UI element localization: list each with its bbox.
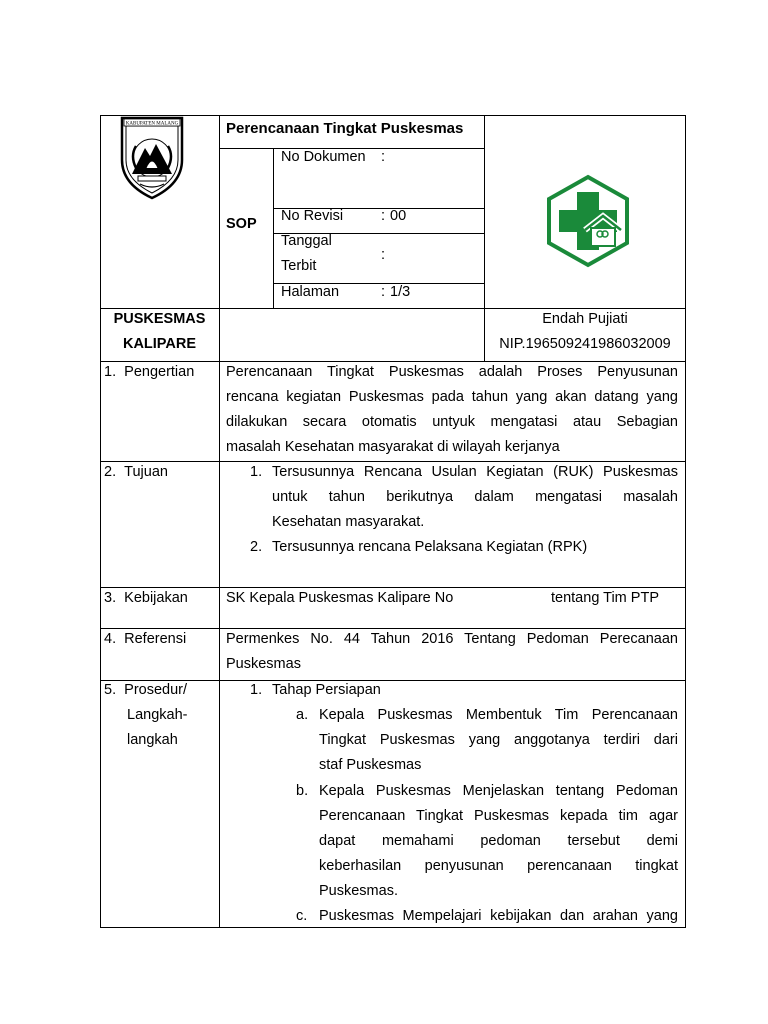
tujuan-item2-line: Tersusunnya rencana Pelaksana Kegiatan (RPK) <box>272 539 588 555</box>
field-no-dokumen-sep: : <box>381 149 386 165</box>
field-no-revisi-value: 00 <box>390 208 407 224</box>
pengertian-line-4: masalah Kesehatan masyarakat di wilayah kerjanya <box>226 439 560 455</box>
section-prosedur-label-1: 5. Prosedur/ <box>104 682 188 698</box>
table-divider-main <box>219 115 220 928</box>
tujuan-item1-num: 1. <box>250 464 263 480</box>
prosedur-sub-c-line: Puskesmas Mempelajari kebijakan dan arahan yang <box>319 908 678 924</box>
prosedur-sub-a-line-1: Kepala Puskesmas Membentuk Tim Perencanaan <box>319 707 678 723</box>
section-tujuan-label: 2. Tujuan <box>104 464 168 480</box>
prosedur-sub-c-num: c. <box>296 908 308 924</box>
field-terbit-label: Terbit <box>281 258 317 274</box>
field-halaman-sep: : <box>381 284 386 300</box>
org-name-line1: PUSKESMAS <box>113 311 206 327</box>
prosedur-sub-b-line-5: Puskesmas. <box>319 883 398 899</box>
prosedur-step1-num: 1. <box>250 682 263 698</box>
prosedur-sub-a-num: a. <box>296 707 309 723</box>
pengertian-line-1: Perencanaan Tingkat Puskesmas adalah Proses Penyusunan <box>226 364 678 380</box>
section-kebijakan-label: 3. Kebijakan <box>104 590 188 606</box>
section-prosedur-label-2: Langkah- <box>127 707 188 723</box>
puskesmas-logo-icon <box>545 174 631 268</box>
tujuan-item1-line-3: Kesehatan masyarakat. <box>272 514 425 530</box>
prosedur-step1-title: Tahap Persiapan <box>272 682 381 698</box>
section-pengertian-label: 1. Pengertian <box>104 364 195 380</box>
tujuan-item1-line-1: Tersusunnya Rencana Usulan Kegiatan (RUK) Puskesmas <box>272 464 678 480</box>
pengertian-line-2: rencana kegiatan Puskesmas pada tahun yang akan datang yang <box>226 389 678 405</box>
sop-label: SOP <box>226 216 257 232</box>
prosedur-sub-b-line-1: Kepala Puskesmas Menjelaskan tentang Pedoman <box>319 783 678 799</box>
kabupaten-malang-logo-icon <box>118 116 186 200</box>
section-referensi-label: 4. Referensi <box>104 631 187 647</box>
field-halaman-label: Halaman <box>281 284 340 300</box>
field-no-dokumen-label: No Dokumen <box>281 149 366 165</box>
document-title: Perencanaan Tingkat Puskesmas <box>226 120 464 137</box>
prosedur-sub-b-line-2: Perencanaan Tingkat Puskesmas kepada tim agar <box>319 808 678 824</box>
tujuan-item1-line-2: untuk tahun berikutnya dalam mengatasi masalah <box>272 489 678 505</box>
tujuan-item2-num: 2. <box>250 539 263 555</box>
prosedur-sub-a-line-3: staf Puskesmas <box>319 757 422 773</box>
signer-nip: NIP.196509241986032009 <box>499 336 671 352</box>
kebijakan-text-left: SK Kepala Puskesmas Kalipare No <box>226 590 454 606</box>
pengertian-line-3: dilakukan secara otomatis untyuk mengatasi atau Sebagian <box>226 414 678 430</box>
logo-left-text: KABUPATEN MALANG <box>125 121 179 127</box>
referensi-line-2: Puskesmas <box>226 656 301 672</box>
field-tanggal-label: Tanggal <box>281 233 332 249</box>
section-prosedur-label-3: langkah <box>127 732 178 748</box>
kebijakan-text-right: tentang Tim PTP <box>551 590 659 606</box>
prosedur-sub-b-line-3: dapat memahami pedoman tersebut demi <box>319 833 678 849</box>
table-border-right <box>685 115 686 928</box>
signer-name: Endah Pujiati <box>542 311 628 327</box>
table-divider-referensi <box>100 680 686 681</box>
field-no-revisi-sep: : <box>381 208 386 224</box>
prosedur-sub-a-line-2: Tingkat Puskesmas yang anggotanya terdiri dari <box>319 732 678 748</box>
field-halaman-value: 1/3 <box>390 284 411 300</box>
table-divider-sop <box>273 148 274 308</box>
field-no-revisi-label: No Revisi <box>281 208 344 224</box>
field-tanggal-sep: : <box>381 247 386 263</box>
org-name-line2: KALIPARE <box>122 336 197 352</box>
referensi-line-1: Permenkes No. 44 Tahun 2016 Tentang Pedoman Perecanaan <box>226 631 678 647</box>
table-border-left <box>100 115 101 928</box>
prosedur-sub-b-num: b. <box>296 783 309 799</box>
prosedur-sub-b-line-4: keberhasilan penyusunan perencanaan tingkat <box>319 858 678 874</box>
